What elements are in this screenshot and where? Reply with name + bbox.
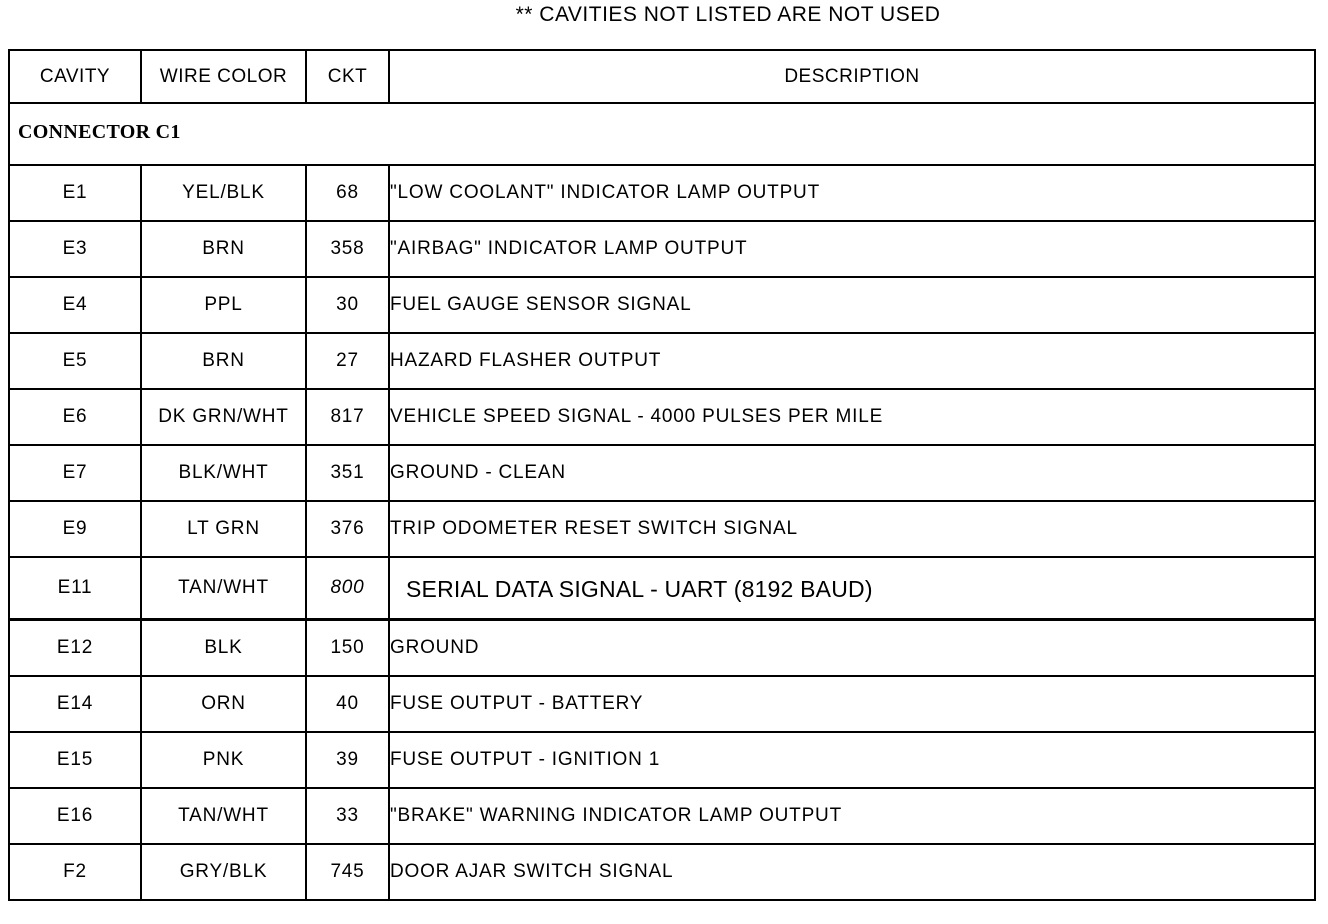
wire-color-cell: DK GRN/WHT xyxy=(141,389,306,445)
ckt-cell: 30 xyxy=(306,277,389,333)
wire-color-cell: BLK/WHT xyxy=(141,445,306,501)
ckt-cell: 376 xyxy=(306,501,389,557)
table-row xyxy=(9,676,1315,732)
description-cell: "BRAKE" WARNING INDICATOR LAMP OUTPUT xyxy=(389,788,1315,844)
description-cell: "LOW COOLANT" INDICATOR LAMP OUTPUT xyxy=(389,165,1315,221)
wire-color-cell: TAN/WHT xyxy=(141,557,306,620)
table-row xyxy=(9,389,1315,445)
wire-color-cell: TAN/WHT xyxy=(141,788,306,844)
table-row xyxy=(9,844,1315,900)
wire-color-cell: ORN xyxy=(141,676,306,732)
wire-color-cell: BRN xyxy=(141,221,306,277)
description-cell: SERIAL DATA SIGNAL - UART (8192 BAUD) xyxy=(389,557,1315,620)
ckt-cell: 39 xyxy=(306,732,389,788)
cavity-cell: E15 xyxy=(9,732,141,788)
connector-label: CONNECTOR C1 xyxy=(9,103,1315,165)
table-row xyxy=(9,221,1315,277)
ckt-cell: 68 xyxy=(306,165,389,221)
header-wire-color: WIRE COLOR xyxy=(141,50,306,103)
cavity-cell: E4 xyxy=(9,277,141,333)
description-cell: FUSE OUTPUT - BATTERY xyxy=(389,676,1315,732)
ckt-cell: 817 xyxy=(306,389,389,445)
ckt-cell: 800 xyxy=(306,557,389,620)
table-row xyxy=(9,445,1315,501)
table-row xyxy=(9,620,1315,677)
cavity-cell: E14 xyxy=(9,676,141,732)
wire-color-cell: BLK xyxy=(141,620,306,677)
wire-color-cell: LT GRN xyxy=(141,501,306,557)
table-row xyxy=(9,277,1315,333)
description-cell: FUEL GAUGE SENSOR SIGNAL xyxy=(389,277,1315,333)
description-cell: FUSE OUTPUT - IGNITION 1 xyxy=(389,732,1315,788)
connector-section-row xyxy=(9,103,1315,165)
ckt-cell: 351 xyxy=(306,445,389,501)
table-row xyxy=(9,165,1315,221)
connector-pinout-table xyxy=(8,49,1316,901)
description-cell: GROUND xyxy=(389,620,1315,677)
description-cell: DOOR AJAR SWITCH SIGNAL xyxy=(389,844,1315,900)
table-row xyxy=(9,501,1315,557)
description-cell: "AIRBAG" INDICATOR LAMP OUTPUT xyxy=(389,221,1315,277)
cavity-cell: E5 xyxy=(9,333,141,389)
table-row xyxy=(9,732,1315,788)
wire-color-cell: GRY/BLK xyxy=(141,844,306,900)
table-row xyxy=(9,788,1315,844)
description-cell: VEHICLE SPEED SIGNAL - 4000 PULSES PER MILE xyxy=(389,389,1315,445)
cavity-cell: E3 xyxy=(9,221,141,277)
table-row xyxy=(9,557,1315,620)
cavity-cell: E6 xyxy=(9,389,141,445)
description-cell: GROUND - CLEAN xyxy=(389,445,1315,501)
description-cell: HAZARD FLASHER OUTPUT xyxy=(389,333,1315,389)
ckt-cell: 27 xyxy=(306,333,389,389)
ckt-cell: 358 xyxy=(306,221,389,277)
cavity-cell: F2 xyxy=(9,844,141,900)
ckt-cell: 40 xyxy=(306,676,389,732)
header-cavity: CAVITY xyxy=(9,50,141,103)
wire-color-cell: PNK xyxy=(141,732,306,788)
table-row xyxy=(9,333,1315,389)
header-description: DESCRIPTION xyxy=(389,50,1315,103)
ckt-cell: 33 xyxy=(306,788,389,844)
header-ckt: CKT xyxy=(306,50,389,103)
cavity-cell: E16 xyxy=(9,788,141,844)
cavity-cell: E11 xyxy=(9,557,141,620)
cavity-cell: E1 xyxy=(9,165,141,221)
wire-color-cell: PPL xyxy=(141,277,306,333)
ckt-cell: 150 xyxy=(306,620,389,677)
description-cell: TRIP ODOMETER RESET SWITCH SIGNAL xyxy=(389,501,1315,557)
cavity-cell: E9 xyxy=(9,501,141,557)
wire-color-cell: BRN xyxy=(141,333,306,389)
cavity-cell: E12 xyxy=(9,620,141,677)
header-row xyxy=(9,50,1315,103)
note-cavities-not-listed: ** CAVITIES NOT LISTED ARE NOT USED xyxy=(515,3,941,26)
cavity-cell: E7 xyxy=(9,445,141,501)
ckt-cell: 745 xyxy=(306,844,389,900)
wire-color-cell: YEL/BLK xyxy=(141,165,306,221)
